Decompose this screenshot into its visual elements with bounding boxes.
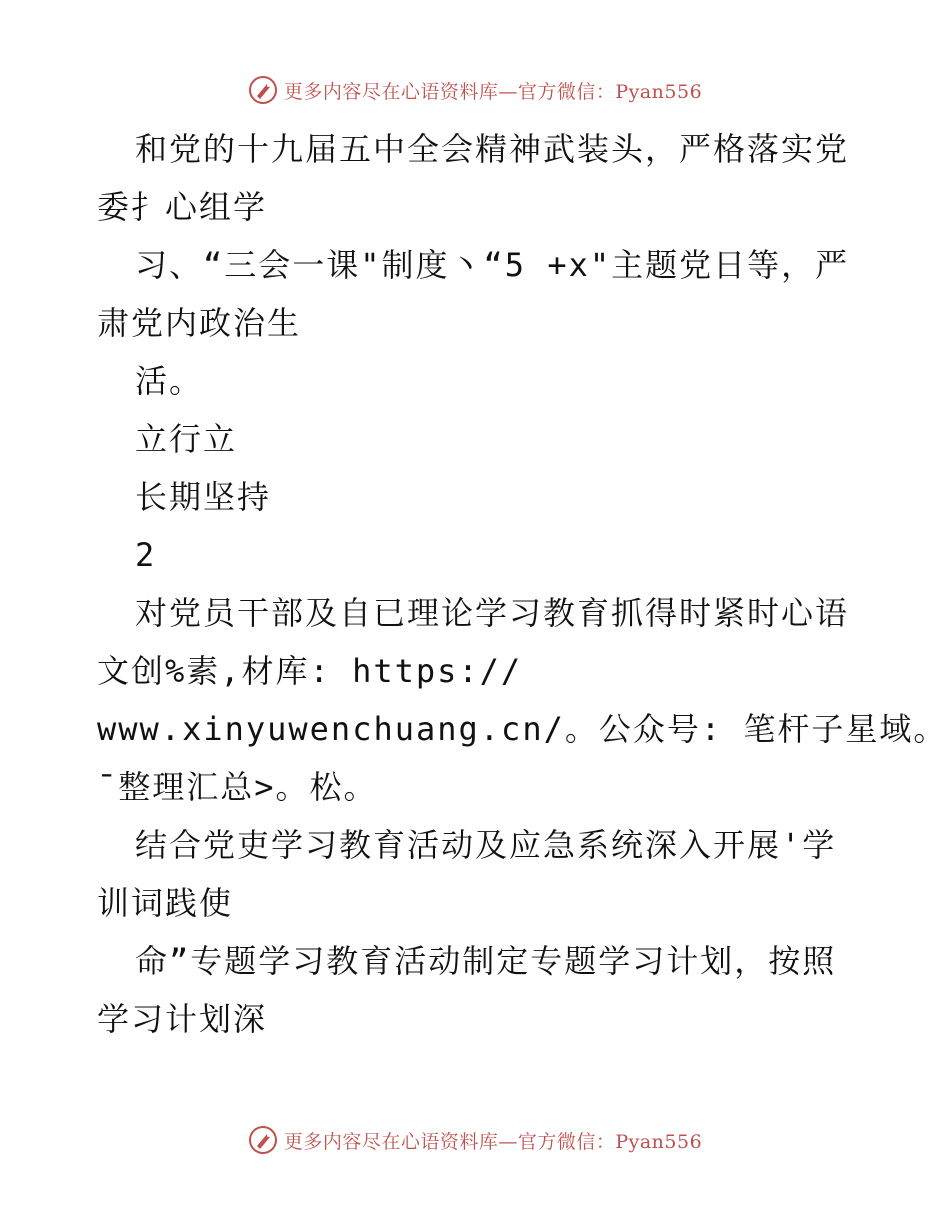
text-line: 活。: [135, 362, 204, 400]
text-line: 学习计划深: [97, 1000, 268, 1038]
text-line: ¯整理汇总>。松。: [97, 768, 378, 806]
pen-logo-icon: [248, 1125, 278, 1155]
pen-logo-icon: [248, 75, 278, 105]
text-line: 对党员干部及自已理论学习教育抓得时紧时心语: [135, 594, 850, 632]
text-line: 2: [135, 536, 157, 574]
text-line: 命”专题学习教育活动制定专题学习计划，按照: [135, 942, 837, 980]
text-line: 和党的十九届五中全会精神武装头，严格落实党: [135, 130, 850, 168]
text-line: 委扌心组学: [97, 188, 268, 226]
watermark-text: 更多内容尽在心语资料库—官方微信：Pyan556: [283, 80, 703, 103]
header-watermark: [0, 70, 950, 110]
text-line: 结合党吏学习教育活动及应急系统深入开展'学: [135, 826, 837, 864]
text-line: www.xinyuwenchuang.cn/。公众号: 笔杆子星域。: [97, 710, 948, 748]
document-body: [97, 120, 948, 1048]
footer-watermark: [0, 1120, 950, 1160]
text-line: 长期坚持: [135, 478, 272, 516]
text-line: 文创%素,材库: https://: [97, 652, 523, 690]
text-line: 立行立: [135, 420, 238, 458]
watermark-text: 更多内容尽在心语资料库—官方微信：Pyan556: [283, 1130, 703, 1153]
text-line: 训词践使: [97, 884, 234, 922]
text-line: 习、“三会一课"制度丶“5 +x"主题党日等，严: [135, 246, 850, 284]
text-line: 肃党内政治生: [97, 304, 302, 342]
